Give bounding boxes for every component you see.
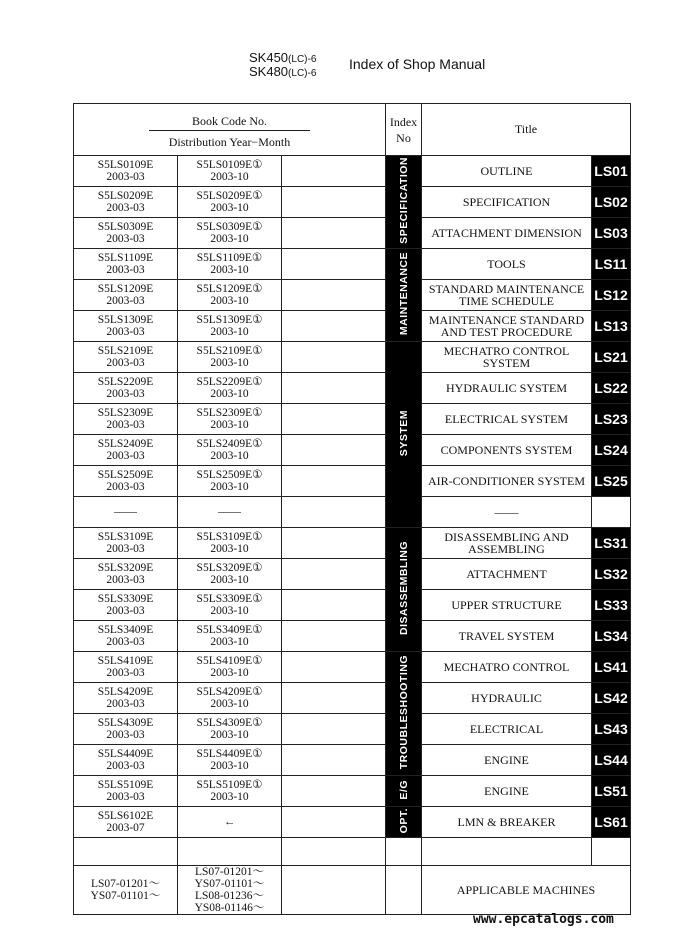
revised-code-cell — [178, 745, 282, 776]
section-label: TROUBLESHOOTING — [397, 654, 410, 770]
distribution-date: 2003-07 — [106, 822, 145, 834]
revised-book-code: S5LS0309E① — [196, 221, 263, 233]
table-row — [74, 466, 631, 497]
revised-book-code: S5LS3309E① — [196, 593, 263, 605]
manual-title: MAINTENANCE STANDARD AND TEST PROCEDURE — [422, 311, 592, 342]
book-code-cell — [74, 466, 178, 497]
section-label: SYSTEM — [397, 409, 410, 457]
distribution-date: 2003-03 — [106, 667, 145, 679]
blank-revision-cell — [282, 280, 386, 311]
blank-revision-cell — [282, 652, 386, 683]
header-divider — [149, 130, 310, 131]
table-row — [74, 807, 631, 838]
revised-code-cell — [178, 373, 282, 404]
revised-book-code: S5LS1309E① — [196, 314, 263, 326]
distribution-date: 2003-03 — [106, 605, 145, 617]
distribution-date: 2003-03 — [106, 388, 145, 400]
spacer-cell — [592, 838, 631, 866]
book-code-label: Book Code No. — [192, 114, 267, 128]
revised-book-code: S5LS3109E① — [196, 531, 263, 543]
section-label-cell — [386, 776, 422, 807]
revised-code-cell — [178, 404, 282, 435]
table-row — [74, 776, 631, 807]
revised-distribution-date: 2003-10 — [210, 264, 249, 276]
book-code-cell — [74, 404, 178, 435]
book-code-cell — [74, 745, 178, 776]
section-label-cell — [386, 807, 422, 838]
manual-title: ELECTRICAL SYSTEM — [422, 404, 592, 435]
blank-revision-cell — [282, 249, 386, 280]
distribution-date: 2003-03 — [106, 760, 145, 772]
table-row — [74, 497, 631, 528]
blank-revision-cell — [282, 776, 386, 807]
revised-code-cell — [178, 528, 282, 559]
spacer-cell — [422, 838, 592, 866]
section-label-cell — [386, 652, 422, 776]
manual-title: TRAVEL SYSTEM — [422, 621, 592, 652]
table-row — [74, 311, 631, 342]
manual-title: ENGINE — [422, 776, 592, 807]
manual-title: LMN & BREAKER — [422, 807, 592, 838]
revised-book-code: —— — [218, 506, 241, 518]
revised-book-code: S5LS2509E① — [196, 469, 263, 481]
section-label: OPT. — [397, 807, 410, 834]
revised-distribution-date: 2003-10 — [210, 357, 249, 369]
book-code: S5LS2109E — [97, 345, 154, 357]
table-row — [74, 435, 631, 466]
table-row — [74, 652, 631, 683]
spacer-cell — [282, 838, 386, 866]
book-code: S5LS1209E — [97, 283, 154, 295]
revised-code-cell — [178, 342, 282, 373]
book-code: S5LS6102E — [97, 810, 154, 822]
revised-distribution-date: 2003-10 — [210, 171, 249, 183]
blank-revision-cell — [282, 218, 386, 249]
revised-distribution-date: 2003-10 — [210, 574, 249, 586]
revised-code-cell — [178, 683, 282, 714]
spacer-cell — [74, 838, 178, 866]
table-row — [74, 714, 631, 745]
manual-title: DISASSEMBLING AND ASSEMBLING — [422, 528, 592, 559]
revised-code-cell — [178, 311, 282, 342]
distribution-date: 2003-03 — [106, 791, 145, 803]
book-code: S5LS1309E — [97, 314, 154, 326]
book-code: S5LS0109E — [97, 159, 154, 171]
revised-code-cell — [178, 280, 282, 311]
revised-code-cell — [178, 807, 282, 838]
distribution-date: 2003-03 — [106, 729, 145, 741]
blank-revision-cell — [282, 621, 386, 652]
revised-distribution-date: 2003-10 — [210, 450, 249, 462]
book-code: S5LS4109E — [97, 655, 154, 667]
book-code-cell — [74, 776, 178, 807]
revised-book-code: S5LS3209E① — [196, 562, 263, 574]
book-code: S5LS2209E — [97, 376, 154, 388]
revised-book-code: S5LS0109E① — [196, 159, 263, 171]
manual-title: ATTACHMENT DIMENSION — [422, 218, 592, 249]
book-code: S5LS0209E — [97, 190, 154, 202]
revised-code-cell — [178, 776, 282, 807]
manual-title: SPECIFICATION — [422, 187, 592, 218]
blank-revision-cell — [282, 528, 386, 559]
index-code: LS51 — [592, 776, 631, 807]
index-table-body — [74, 156, 631, 915]
distribution-date: 2003-03 — [106, 698, 145, 710]
revised-distribution-date: 2003-10 — [210, 636, 249, 648]
book-code-cell — [74, 280, 178, 311]
revised-distribution-date: 2003-10 — [210, 388, 249, 400]
book-code: S5LS2309E — [97, 407, 154, 419]
manual-title: TOOLS — [422, 249, 592, 280]
book-code-cell — [74, 249, 178, 280]
applicable-serials-left: LS07-01201〜 YS07-01101〜 — [74, 866, 178, 915]
spacer-cell — [178, 838, 282, 866]
revised-code-cell — [178, 714, 282, 745]
distribution-label: Distribution Year−Month — [168, 135, 291, 149]
book-code-cell — [74, 714, 178, 745]
book-code: S5LS2509E — [97, 469, 154, 481]
book-code: S5LS4309E — [97, 717, 154, 729]
distribution-date: 2003-03 — [106, 233, 145, 245]
section-label-cell — [386, 156, 422, 249]
applicable-serials-right: LS07-01201〜 YS07-01101〜 LS08-01236〜 YS08-01146〜 — [178, 866, 282, 915]
revised-distribution-date: 2003-10 — [210, 202, 249, 214]
book-code: S5LS4209E — [97, 686, 154, 698]
table-row — [74, 280, 631, 311]
watermark: www.epcatalogs.com — [473, 912, 614, 927]
index-code: LS44 — [592, 745, 631, 776]
distribution-date: 2003-03 — [106, 171, 145, 183]
index-code: LS22 — [592, 373, 631, 404]
blank-revision-cell — [282, 590, 386, 621]
manual-title: —— — [422, 497, 592, 528]
model-name-2: SK480(LC)-6 — [249, 64, 317, 79]
table-row — [74, 373, 631, 404]
table-row — [74, 187, 631, 218]
index-code: LS31 — [592, 528, 631, 559]
index-code: LS25 — [592, 466, 631, 497]
table-row — [74, 249, 631, 280]
applicable-machines-row — [74, 866, 631, 915]
book-code-cell — [74, 559, 178, 590]
book-code: S5LS3409E — [97, 624, 154, 636]
book-code-cell — [74, 373, 178, 404]
revised-distribution-date: 2003-10 — [210, 729, 249, 741]
title-header: Title — [422, 104, 631, 156]
revised-distribution-date: 2003-10 — [210, 791, 249, 803]
table-row — [74, 745, 631, 776]
revised-distribution-date: 2003-10 — [210, 698, 249, 710]
revised-distribution-date: 2003-10 — [210, 760, 249, 772]
book-code-cell — [74, 807, 178, 838]
manual-title: HYDRAULIC — [422, 683, 592, 714]
distribution-date: 2003-03 — [106, 202, 145, 214]
book-code-cell — [74, 311, 178, 342]
revised-code-cell — [178, 497, 282, 528]
manual-title: MECHATRO CONTROL — [422, 652, 592, 683]
index-code: LS41 — [592, 652, 631, 683]
section-label: DISASSEMBLING — [397, 540, 410, 635]
book-code-cell — [74, 528, 178, 559]
index-code: LS34 — [592, 621, 631, 652]
revised-distribution-date: 2003-10 — [210, 233, 249, 245]
table-row — [74, 621, 631, 652]
manual-title: STANDARD MAINTENANCE TIME SCHEDULE — [422, 280, 592, 311]
index-code: LS03 — [592, 218, 631, 249]
blank-revision-cell — [282, 497, 386, 528]
book-code: S5LS3209E — [97, 562, 154, 574]
revised-book-code: S5LS1109E① — [196, 252, 263, 264]
manual-title: ELECTRICAL — [422, 714, 592, 745]
table-row — [74, 590, 631, 621]
table-row — [74, 683, 631, 714]
distribution-date: 2003-03 — [106, 636, 145, 648]
section-label: E/G — [397, 779, 410, 800]
revised-book-code: S5LS2309E① — [196, 407, 263, 419]
manual-title: MECHATRO CONTROL SYSTEM — [422, 342, 592, 373]
book-code: S5LS1109E — [97, 252, 154, 264]
index-code: LS11 — [592, 249, 631, 280]
revised-distribution-date: 2003-10 — [210, 605, 249, 617]
manual-title: UPPER STRUCTURE — [422, 590, 592, 621]
table-row — [74, 156, 631, 187]
revised-code-cell — [178, 435, 282, 466]
book-code: S5LS3109E — [97, 531, 154, 543]
revised-distribution-date: 2003-10 — [210, 543, 249, 555]
book-code: S5LS0309E — [97, 221, 154, 233]
blank-revision-cell — [282, 156, 386, 187]
blank-revision-cell — [282, 404, 386, 435]
spacer-row — [74, 838, 631, 866]
index-code: LS24 — [592, 435, 631, 466]
blank-cell — [282, 866, 386, 915]
revised-distribution-date: 2003-10 — [210, 326, 249, 338]
model-name-1: SK450(LC)-6 — [249, 50, 317, 65]
table-row — [74, 404, 631, 435]
revised-code-cell — [178, 187, 282, 218]
distribution-date: 2003-03 — [106, 574, 145, 586]
index-code: LS21 — [592, 342, 631, 373]
revised-book-code: ← — [223, 816, 236, 828]
manual-title: COMPONENTS SYSTEM — [422, 435, 592, 466]
book-code-cell — [74, 342, 178, 373]
revised-code-cell — [178, 590, 282, 621]
table-row — [74, 218, 631, 249]
book-code-cell — [74, 156, 178, 187]
index-code: LS61 — [592, 807, 631, 838]
index-no-header: Index No — [386, 104, 422, 156]
book-code: S5LS5109E — [97, 779, 154, 791]
revised-distribution-date: 2003-10 — [210, 295, 249, 307]
blank-revision-cell — [282, 807, 386, 838]
section-label-cell — [386, 249, 422, 342]
blank-revision-cell — [282, 311, 386, 342]
revised-code-cell — [178, 466, 282, 497]
book-code-cell — [74, 187, 178, 218]
revised-distribution-date: 2003-10 — [210, 481, 249, 493]
index-code: LS01 — [592, 156, 631, 187]
blank-revision-cell — [282, 187, 386, 218]
blank-revision-cell — [282, 373, 386, 404]
section-label-cell — [386, 528, 422, 652]
revised-book-code: S5LS1209E① — [196, 283, 263, 295]
book-code: S5LS2409E — [97, 438, 154, 450]
index-table — [73, 103, 631, 915]
distribution-date: 2003-03 — [106, 264, 145, 276]
revised-book-code: S5LS4109E① — [196, 655, 263, 667]
revised-code-cell — [178, 559, 282, 590]
section-label-cell — [386, 342, 422, 528]
index-code: LS02 — [592, 187, 631, 218]
blank-revision-cell — [282, 559, 386, 590]
index-code: LS42 — [592, 683, 631, 714]
section-label: SPECIFICATION — [397, 157, 410, 244]
revised-book-code: S5LS5109E① — [196, 779, 263, 791]
manual-title: HYDRAULIC SYSTEM — [422, 373, 592, 404]
book-code: —— — [114, 506, 137, 518]
blank-revision-cell — [282, 745, 386, 776]
book-code-cell — [74, 652, 178, 683]
index-code: LS32 — [592, 559, 631, 590]
distribution-date: 2003-03 — [106, 481, 145, 493]
book-code: S5LS3309E — [97, 593, 154, 605]
book-code-cell — [74, 435, 178, 466]
revised-book-code: S5LS0209E① — [196, 190, 263, 202]
manual-title: ATTACHMENT — [422, 559, 592, 590]
distribution-date: 2003-03 — [106, 543, 145, 555]
book-code-cell — [74, 590, 178, 621]
revised-code-cell — [178, 218, 282, 249]
distribution-date: 2003-03 — [106, 450, 145, 462]
revised-book-code: S5LS4209E① — [196, 686, 263, 698]
distribution-date: 2003-03 — [106, 295, 145, 307]
manual-title: ENGINE — [422, 745, 592, 776]
table-row — [74, 559, 631, 590]
blank-revision-cell — [282, 435, 386, 466]
revised-book-code: S5LS2409E① — [196, 438, 263, 450]
table-row — [74, 528, 631, 559]
blank-revision-cell — [282, 466, 386, 497]
index-code: LS33 — [592, 590, 631, 621]
revised-distribution-date: 2003-10 — [210, 419, 249, 431]
book-code-cell — [74, 621, 178, 652]
document-title: Index of Shop Manual — [349, 56, 486, 72]
book-code: S5LS4409E — [97, 748, 154, 760]
book-code-header — [74, 104, 386, 156]
revised-code-cell — [178, 652, 282, 683]
revised-code-cell — [178, 249, 282, 280]
book-code-cell — [74, 218, 178, 249]
index-code: LS12 — [592, 280, 631, 311]
manual-title: OUTLINE — [422, 156, 592, 187]
blank-revision-cell — [282, 683, 386, 714]
index-code — [592, 497, 631, 528]
distribution-date: 2003-03 — [106, 419, 145, 431]
blank-revision-cell — [282, 714, 386, 745]
distribution-date: 2003-03 — [106, 357, 145, 369]
revised-code-cell — [178, 621, 282, 652]
revised-distribution-date: 2003-10 — [210, 667, 249, 679]
section-label: MAINTENANCE — [397, 251, 410, 336]
blank-revision-cell — [282, 342, 386, 373]
table-row — [74, 342, 631, 373]
revised-code-cell — [178, 156, 282, 187]
blank-cell — [386, 866, 422, 915]
book-code-cell — [74, 683, 178, 714]
manual-title: AIR-CONDITIONER SYSTEM — [422, 466, 592, 497]
revised-book-code: S5LS3409E① — [196, 624, 263, 636]
book-code-cell — [74, 497, 178, 528]
revised-book-code: S5LS2109E① — [196, 345, 263, 357]
distribution-date: 2003-03 — [106, 326, 145, 338]
spacer-cell — [386, 838, 422, 866]
index-code: LS13 — [592, 311, 631, 342]
revised-book-code: S5LS2209E① — [196, 376, 263, 388]
applicable-machines-title: APPLICABLE MACHINES — [422, 866, 631, 915]
revised-book-code: S5LS4409E① — [196, 748, 263, 760]
index-code: LS43 — [592, 714, 631, 745]
index-code: LS23 — [592, 404, 631, 435]
revised-book-code: S5LS4309E① — [196, 717, 263, 729]
